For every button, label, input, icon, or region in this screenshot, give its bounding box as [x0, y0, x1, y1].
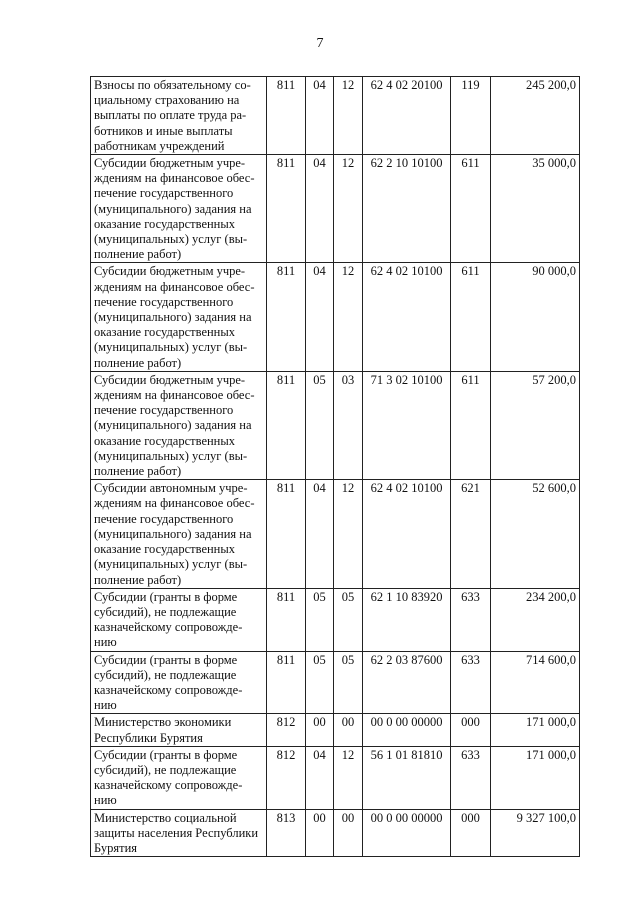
cell-name [91, 714, 267, 746]
cell-section: 04 [306, 77, 334, 155]
table-row [91, 263, 580, 371]
name-line: Субсидии (гранты в форме [94, 747, 238, 762]
cell-target-article: 71 3 02 10100 [363, 371, 451, 479]
cell-subsection: 00 [334, 714, 363, 746]
cell-subsection: 12 [334, 155, 363, 263]
cell-subsection: 03 [334, 371, 363, 479]
cell-ministry-code: 811 [267, 77, 306, 155]
cell-expense-type: 611 [451, 371, 491, 479]
name-line: Субсидии бюджетным учре- [94, 372, 246, 387]
cell-amount: 171 000,0 [491, 746, 580, 809]
cell-ministry-code: 811 [267, 263, 306, 371]
cell-amount: 35 000,0 [491, 155, 580, 263]
table-row [91, 714, 580, 746]
cell-expense-type: 633 [451, 746, 491, 809]
cell-expense-type: 000 [451, 809, 491, 857]
cell-section: 00 [306, 714, 334, 746]
name-line: Республики Бурятия [94, 730, 203, 745]
name-line: казначейскому сопровожде- [94, 778, 243, 793]
name-line: (муниципальных) услуг (вы- [94, 340, 248, 355]
cell-ministry-code: 812 [267, 746, 306, 809]
cell-name [91, 480, 267, 588]
cell-expense-type: 633 [451, 588, 491, 651]
cell-section: 04 [306, 746, 334, 809]
cell-target-article: 56 1 01 81810 [363, 746, 451, 809]
table-row [91, 588, 580, 651]
cell-target-article: 62 4 02 10100 [363, 263, 451, 371]
name-line: печение государственного [94, 511, 234, 526]
table-row [91, 77, 580, 155]
name-line: казначейскому сопровожде- [94, 620, 243, 635]
cell-ministry-code: 811 [267, 651, 306, 714]
name-line: Субсидии бюджетным учре- [94, 264, 246, 279]
cell-name [91, 77, 267, 155]
name-line: оказание государственных [94, 325, 236, 340]
cell-ministry-code: 811 [267, 480, 306, 588]
name-line: (муниципального) задания на [94, 418, 252, 433]
name-line: оказание государственных [94, 433, 236, 448]
name-line: печение государственного [94, 294, 234, 309]
name-line: Субсидии автономным учре- [94, 481, 248, 496]
cell-expense-type: 611 [451, 263, 491, 371]
cell-name [91, 651, 267, 714]
cell-subsection: 12 [334, 480, 363, 588]
cell-subsection: 00 [334, 809, 363, 857]
cell-section: 04 [306, 263, 334, 371]
name-line: (муниципального) задания на [94, 201, 252, 216]
name-line: полнение работ) [94, 247, 182, 262]
cell-ministry-code: 813 [267, 809, 306, 857]
name-line: (муниципальных) услуг (вы- [94, 232, 248, 247]
cell-section: 04 [306, 155, 334, 263]
cell-target-article: 00 0 00 00000 [363, 714, 451, 746]
cell-name [91, 155, 267, 263]
cell-target-article: 62 4 02 10100 [363, 480, 451, 588]
cell-target-article: 62 1 10 83920 [363, 588, 451, 651]
name-line: оказание государственных [94, 542, 236, 557]
cell-amount: 9 327 100,0 [491, 809, 580, 857]
name-line: Бурятия [94, 840, 138, 855]
cell-target-article: 62 2 10 10100 [363, 155, 451, 263]
table-row [91, 371, 580, 479]
cell-name [91, 371, 267, 479]
name-line: (муниципальных) услуг (вы- [94, 557, 248, 572]
cell-target-article: 62 4 02 20100 [363, 77, 451, 155]
name-line: Министерство социальной [94, 810, 237, 825]
name-line: (муниципального) задания на [94, 526, 252, 541]
name-line: нию [94, 793, 117, 808]
cell-name [91, 809, 267, 857]
table-row [91, 809, 580, 857]
name-line: оказание государственных [94, 216, 236, 231]
cell-expense-type: 000 [451, 714, 491, 746]
name-line: ждениям на финансовое обес- [94, 388, 255, 403]
cell-section: 05 [306, 651, 334, 714]
name-line: печение государственного [94, 403, 234, 418]
cell-amount: 234 200,0 [491, 588, 580, 651]
name-line: нию [94, 635, 117, 650]
cell-name [91, 588, 267, 651]
name-line: Субсидии бюджетным учре- [94, 156, 246, 171]
name-line: полнение работ) [94, 355, 182, 370]
cell-section: 05 [306, 588, 334, 651]
name-line: ждениям на финансовое обес- [94, 171, 255, 186]
cell-section: 04 [306, 480, 334, 588]
name-line: выплаты по оплате труда ра- [94, 108, 247, 123]
cell-target-article: 00 0 00 00000 [363, 809, 451, 857]
cell-amount: 714 600,0 [491, 651, 580, 714]
name-line: Субсидии (гранты в форме [94, 589, 238, 604]
cell-expense-type: 621 [451, 480, 491, 588]
cell-amount: 57 200,0 [491, 371, 580, 479]
cell-amount: 245 200,0 [491, 77, 580, 155]
cell-ministry-code: 811 [267, 588, 306, 651]
cell-amount: 171 000,0 [491, 714, 580, 746]
cell-subsection: 05 [334, 651, 363, 714]
table-body [91, 77, 580, 857]
cell-expense-type: 633 [451, 651, 491, 714]
cell-ministry-code: 811 [267, 371, 306, 479]
cell-subsection: 12 [334, 746, 363, 809]
name-line: (муниципальных) услуг (вы- [94, 448, 248, 463]
cell-ministry-code: 812 [267, 714, 306, 746]
cell-subsection: 05 [334, 588, 363, 651]
name-line: нию [94, 698, 117, 713]
cell-amount: 90 000,0 [491, 263, 580, 371]
name-line: защиты населения Республики [94, 825, 259, 840]
cell-expense-type: 611 [451, 155, 491, 263]
budget-table [90, 76, 580, 857]
name-line: Министерство экономики [94, 715, 232, 730]
name-line: циальному страхованию на [94, 93, 240, 108]
name-line: субсидий), не подлежащие [94, 762, 237, 777]
name-line: ждениям на финансовое обес- [94, 279, 255, 294]
name-line: казначейскому сопровожде- [94, 682, 243, 697]
cell-target-article: 62 2 03 87600 [363, 651, 451, 714]
name-line: полнение работ) [94, 464, 182, 479]
table-row [91, 155, 580, 263]
cell-amount: 52 600,0 [491, 480, 580, 588]
cell-section: 00 [306, 809, 334, 857]
name-line: субсидий), не подлежащие [94, 604, 237, 619]
cell-ministry-code: 811 [267, 155, 306, 263]
name-line: печение государственного [94, 186, 234, 201]
cell-subsection: 12 [334, 263, 363, 371]
name-line: Субсидии (гранты в форме [94, 652, 238, 667]
name-line: (муниципального) задания на [94, 310, 252, 325]
table-row [91, 746, 580, 809]
cell-name [91, 263, 267, 371]
table-row [91, 651, 580, 714]
cell-expense-type: 119 [451, 77, 491, 155]
cell-subsection: 12 [334, 77, 363, 155]
name-line: ботников и иные выплаты [94, 123, 233, 138]
name-line: полнение работ) [94, 572, 182, 587]
name-line: субсидий), не подлежащие [94, 667, 237, 682]
name-line: ждениям на финансовое обес- [94, 496, 255, 511]
cell-name [91, 746, 267, 809]
name-line: работникам учреждений [94, 138, 225, 153]
page-number: 7 [316, 36, 324, 51]
name-line: Взносы по обязательному со- [94, 78, 251, 92]
cell-section: 05 [306, 371, 334, 479]
table-row [91, 480, 580, 588]
